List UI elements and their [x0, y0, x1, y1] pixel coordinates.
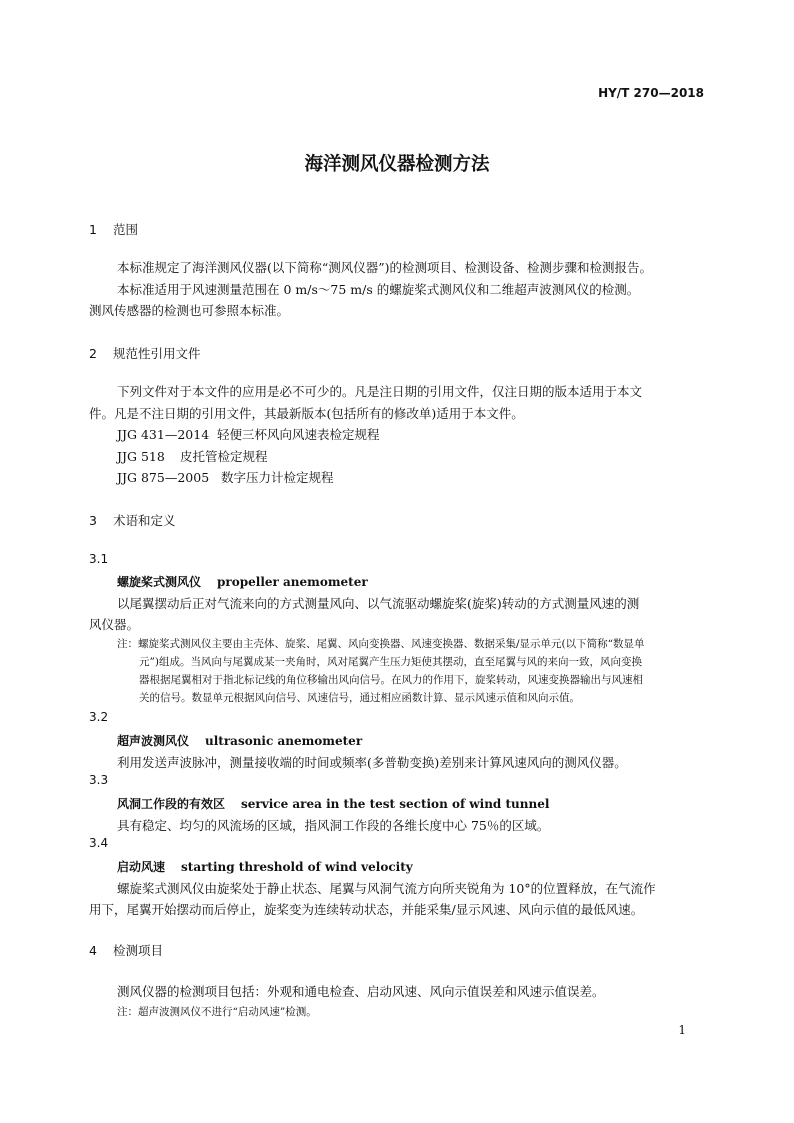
note-line: 关的信号。数显单元根据风向信号、风速信号，通过相应函数计算、显示风速示值和风向示值。 — [139, 692, 580, 704]
note-line: 注：超声波测风仪不进行“启动风速”检测。 — [117, 1006, 317, 1018]
term-definition-continuation: 用下，尾翼开始摆动而后停止，旋桨变为连续转动状态，并能采集/显示风速、风向示值的最低风速。 — [89, 902, 644, 917]
reference-code: JJG 875—2005 — [117, 470, 210, 485]
reference-name: 轻便三杯风向风速表检定规程 — [217, 427, 380, 442]
paragraph: 本标准适用于风速测量范围在 0 m/s～75 m/s 的螺旋桨式测风仪和二维超声波测风仪的检测。 — [117, 282, 640, 297]
section-heading-2 — [89, 344, 201, 362]
note-line: 器根据尾翼相对于指北标记线的角位移输出风向信号。在风力的作用下，旋桨转动，风速变换器输出与风速相 — [139, 674, 643, 686]
section-heading-3 — [89, 511, 176, 529]
section-number: 1 — [89, 222, 97, 237]
term-heading — [117, 795, 549, 812]
note-line: 注：螺旋桨式测风仪主要由主壳体、旋桨、尾翼、风向变换器、风速变换器、数据采集/显示单元(以下简称“数显单 — [117, 638, 645, 650]
term-heading — [117, 573, 368, 590]
term-chinese: 超声波测风仪 — [117, 734, 190, 748]
paragraph: 本标准规定了海洋测风仪器(以下简称“测风仪器”)的检测项目、检测设备、检测步骤和检测报告。 — [117, 260, 653, 275]
section-number: 4 — [89, 943, 97, 958]
term-chinese: 螺旋桨式测风仪 — [117, 575, 202, 589]
paragraph-continuation: 件。凡是不注日期的引用文件，其最新版本(包括所有的修改单)适用于本文件。 — [89, 406, 524, 421]
section-number: 3 — [89, 513, 97, 528]
term-number: 3.2 — [89, 710, 109, 724]
term-chinese: 启动风速 — [117, 860, 166, 874]
paragraph: 测风仪器的检测项目包括：外观和通电检查、启动风速、风向示值误差和风速示值误差。 — [117, 984, 605, 999]
page-number: 1 — [678, 1023, 686, 1037]
reference-name: 数字压力计检定规程 — [221, 470, 334, 485]
reference-item — [117, 424, 380, 445]
document-title: 海洋测风仪器检测方法 — [304, 154, 490, 175]
term-number: 3.1 — [89, 552, 109, 566]
section-title: 检测项目 — [113, 943, 164, 958]
term-heading — [117, 732, 362, 749]
section-heading-4 — [89, 941, 163, 959]
term-definition: 具有稳定、均匀的风流场的区域，指风洞工作段的各维长度中心 75％的区域。 — [117, 818, 550, 833]
term-number: 3.3 — [89, 773, 109, 787]
reference-item — [117, 446, 268, 467]
section-number: 2 — [89, 346, 97, 361]
reference-name: 皮托管检定规程 — [180, 449, 268, 464]
term-definition: 以尾翼摆动后正对气流来向的方式测量风向、以气流驱动螺旋桨(旋桨)转动的方式测量风速的测 — [117, 596, 640, 611]
term-english: starting threshold of wind velocity — [181, 860, 413, 874]
term-english: service area in the test section of wind tunnel — [241, 797, 550, 811]
term-definition: 螺旋桨式测风仪由旋桨处于静止状态、尾翼与风洞气流方向所夹锐角为 10°的位置释放，在气流作 — [117, 881, 656, 896]
paragraph-continuation: 测风传感器的检测也可参照本标准。 — [89, 303, 290, 318]
section-heading-1 — [89, 220, 138, 238]
note-line: 元”)组成。当风向与尾翼成某一夹角时，风对尾翼产生压力矩使其摆动，直至尾翼与风的来向一致，风向变换 — [139, 656, 642, 668]
section-title: 规范性引用文件 — [113, 346, 201, 361]
term-definition-continuation: 风仪器。 — [89, 617, 140, 632]
term-heading — [117, 858, 413, 875]
term-english: ultrasonic anemometer — [205, 734, 363, 748]
paragraph: 下列文件对于本文件的应用是必不可少的。凡是注日期的引用文件，仅注日期的版本适用于本文 — [117, 384, 643, 399]
term-english: propeller anemometer — [217, 575, 368, 589]
term-number: 3.4 — [89, 836, 109, 850]
term-chinese: 风洞工作段的有效区 — [117, 797, 226, 811]
section-title: 范围 — [113, 222, 139, 237]
term-definition: 利用发送声波脉冲，测量接收端的时间或频率(多普勒变换)差别来计算风速风向的测风仪器。 — [117, 755, 627, 770]
reference-item — [117, 467, 334, 488]
reference-code: JJG 431—2014 — [117, 427, 210, 442]
reference-code: JJG 518 — [117, 449, 165, 464]
section-title: 术语和定义 — [113, 513, 176, 528]
standard-number: HY/T 270—2018 — [598, 86, 704, 100]
